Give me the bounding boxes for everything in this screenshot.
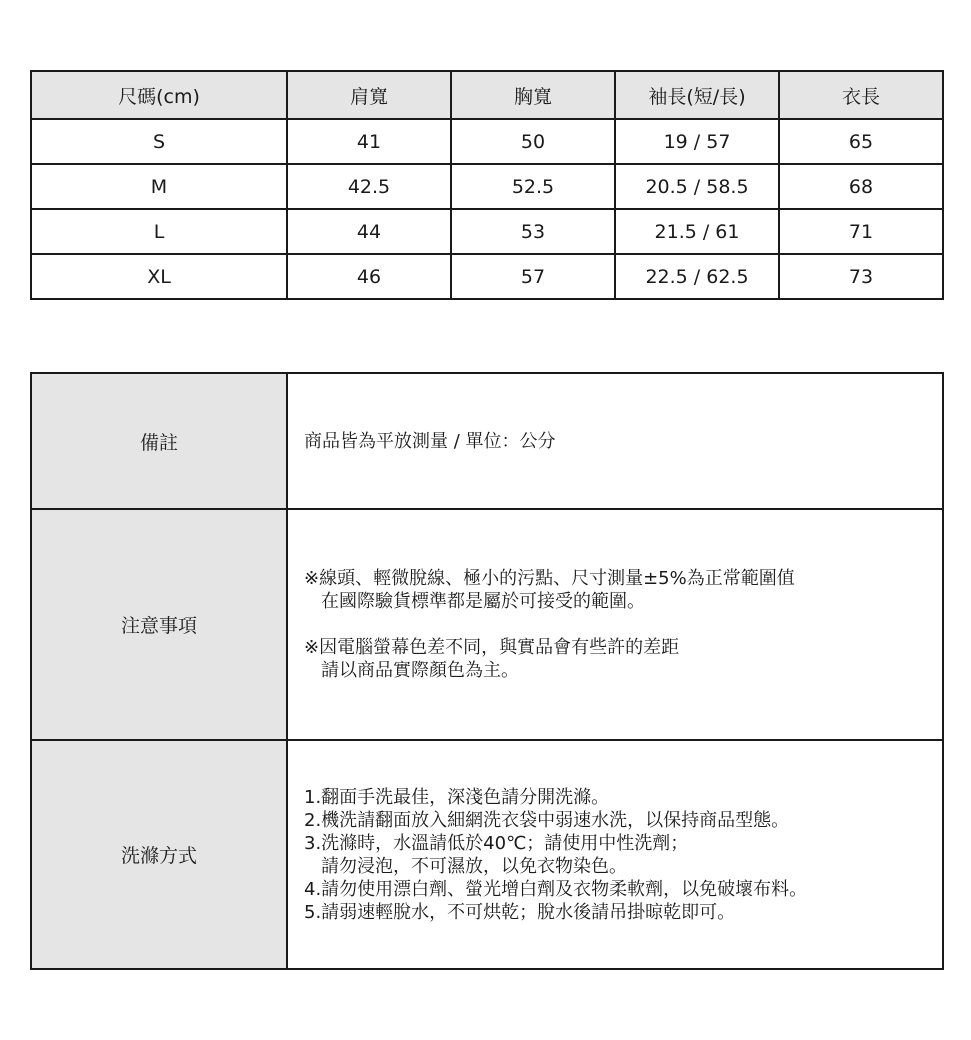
chest-cell: 57: [451, 254, 615, 299]
size-chart-table: [30, 70, 944, 300]
shoulder-cell: 44: [287, 209, 451, 254]
header-size: 尺碼(cm): [31, 71, 287, 119]
remark-label: 備註: [31, 373, 287, 509]
length-cell: 73: [779, 254, 943, 299]
product-notes-table: [30, 372, 944, 970]
size-cell: M: [31, 164, 287, 209]
notice-label: 注意事項: [31, 509, 287, 740]
table-row: [31, 209, 943, 254]
header-garment-length: 衣長: [779, 71, 943, 119]
wash-line: 4.請勿使用漂白劑、螢光增白劑及衣物柔軟劑，以免破壞布料。: [304, 878, 808, 900]
wash-line: 3.洗滌時，水溫請低於40℃；請使用中性洗劑；: [304, 832, 689, 854]
size-cell: XL: [31, 254, 287, 299]
wash-line: 請勿浸泡，不可濕放，以免衣物染色。: [321, 855, 627, 877]
chest-cell: 52.5: [451, 164, 615, 209]
size-chart-header-row: [31, 71, 943, 119]
shoulder-cell: 46: [287, 254, 451, 299]
length-cell: 65: [779, 119, 943, 164]
notice-line: ※線頭、輕微脫線、極小的污點、尺寸測量±5%為正常範圍值: [304, 568, 795, 589]
table-row: [31, 254, 943, 299]
remark-text: 商品皆為平放測量 / 單位：公分: [287, 373, 943, 509]
remark-row: [31, 373, 943, 509]
length-cell: 71: [779, 209, 943, 254]
header-sleeve-length: 袖長(短/長): [615, 71, 779, 119]
length-cell: 68: [779, 164, 943, 209]
sleeve-cell: 22.5 / 62.5: [615, 254, 779, 299]
sleeve-cell: 20.5 / 58.5: [615, 164, 779, 209]
size-cell: L: [31, 209, 287, 254]
shoulder-cell: 41: [287, 119, 451, 164]
notice-content: [287, 509, 943, 740]
wash-content: [287, 740, 943, 969]
chest-cell: 53: [451, 209, 615, 254]
header-shoulder-width: 肩寬: [287, 71, 451, 119]
notice-line: 在國際驗貨標準都是屬於可接受的範圍。: [321, 591, 645, 612]
header-chest-width: 胸寬: [451, 71, 615, 119]
table-row: [31, 119, 943, 164]
table-row: [31, 164, 943, 209]
sleeve-cell: 21.5 / 61: [615, 209, 779, 254]
notice-paragraph: [304, 636, 942, 682]
notice-line: ※因電腦螢幕色差不同，與實品會有些許的差距: [304, 637, 680, 658]
wash-line: 1.翻面手洗最佳，深淺色請分開洗滌。: [304, 786, 610, 808]
notice-line: 請以商品實際顏色為主。: [321, 660, 519, 681]
wash-label: 洗滌方式: [31, 740, 287, 969]
shoulder-cell: 42.5: [287, 164, 451, 209]
wash-line: 2.機洗請翻面放入細網洗衣袋中弱速水洗，以保持商品型態。: [304, 809, 790, 831]
sleeve-cell: 19 / 57: [615, 119, 779, 164]
wash-line: 5.請弱速輕脫水，不可烘乾；脫水後請吊掛晾乾即可。: [304, 901, 736, 923]
notice-paragraph: [304, 567, 942, 613]
size-cell: S: [31, 119, 287, 164]
notice-row: [31, 509, 943, 740]
wash-row: [31, 740, 943, 969]
chest-cell: 50: [451, 119, 615, 164]
